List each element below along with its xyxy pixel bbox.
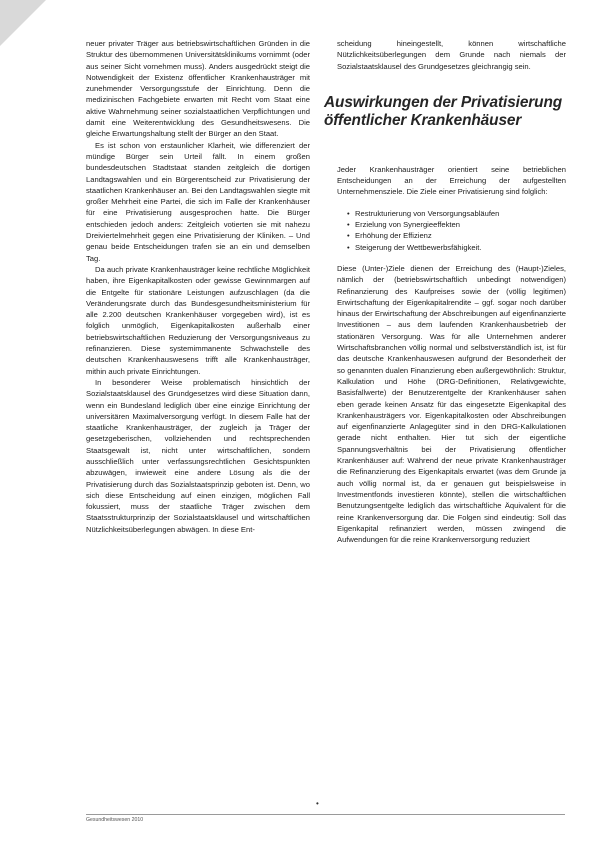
list-item: • Erzielung von Synergieeffekten [347,219,566,230]
paragraph: Da auch private Krankenhausträger keine rechtliche Möglichkeit haben, ihre Eigenkapitalkosten oder gewisse Gewinnmargen auf die Entgelte für stationäre Leistungen aufzuschlagen (da die Veränderungsrate durch das Bundesgesundheitsministerium für alle 2.200 deutschen Krankenhäuser vorgegeben wird), ist es folglich unmöglich, Eigenkapitalkosten außerhalb einer betriebswirtschaftlichen Reduzierung der Versorgungsniveaus zu refinanzieren. Diese systemimmanente Schwachstelle des deutschen Krankenhauswesens trifft alle Krankenhausträger, mithin auch private Einrichtungen. [86,264,310,376]
paragraph: Diese (Unter-)Ziele dienen der Erreichung des (Haupt-)Zieles, nämlich der (betriebswirtschaftlich unbedingt notwendigen) Refinanzierung des Kaufpreises sowie der (völlig legitimen) Erwirtschaftung der Eigenkapitalrendite – ggf. sogar noch darüber hinaus der Erwirtschaftung der Abschreibungen auf eigenfinanzierte Investitionen – aus dem laufenden Krankenhausbetrieb der stationären Versorgung. Was für alle Unternehmen anderer Wirtschaftsbranchen völlig normal und selbstverständlich ist, ist für das deutsche Krankenhauswesen aufgrund der Besonderheit der so genannten dualen Finanzierung eben außergewöhnlich: Struktur, Kalkulation und Höhe (DRG-Definitionen, Relativgewichte, Basisfallwerte) der Benutzerentgelte der Krankenhäuser sahen eben gerade keinen Ansatz für das eingesetzte Eigenkapital des Krankenhausträgers vor. Eigenkapitalkosten oder Abschreibungen auf eigenfinanzierte Anlagegüter sind in den DRG-Kalkulationen gerade nicht enthalten. Hier tut sich der eigentliche Spannungsverhältnis bei der Privatisierung öffentlicher Krankenhäuser auf: Während der neue private Krankenhausträger die Refinanzierung des Eigenkapitals erwartet (was dem Grunde ja auch völlig normal ist, da er genauen gut beispielsweise in Investmentfonds investieren könnte), stellen die wirtschaftlichen Benutzungsentgelte lediglich das wirtschaftliche Äquivalent für die reine Krankenversorgung dar. Die Folgen sind eindeutig: Soll das Eigenkapital refinanziert werden, müssen zwingend die Aufwendungen für die reine Krankenversorgung reduziert [337,263,566,545]
heading-line: öffentlicher Krankenhäuser [324,111,522,129]
list-item: • Steigerung der Wettbewerbsfähigkeit. [347,242,566,253]
left-text-column [86,38,310,535]
footer-divider [86,814,565,815]
right-text-column [324,38,566,545]
section-heading [324,94,566,130]
list-item: • Erhöhung der Effizienz [347,230,566,241]
page-corner-shadow [0,0,46,46]
paragraph: Es ist schon von erstaunlicher Klarheit, wie differenziert der mündige Bürger sein Urteil fällt. In einem großen bundesdeutschen Stadtstaat standen zeitgleich die dortigen Landtagswahlen und ein Bürgerentscheid zur Privatisierung der staatlichen Krankenhäuser an. Bei den Landtagswahlen siegte mit großer Mehrheit eine Partei, die sich im Falle der Krankenhäuser für eine Privatisierung ausgesprochen hatte. Die Bürger entschieden jedoch anders: Zeitgleich votierten sie mit nahezu Dreiviertelmehrheit gegen eine Privatisierung der Kliniken. – Und genau beide Entscheidungen trafen sie an ein und demselben Tag. [86,140,310,263]
paragraph: neuer privater Träger aus betriebswirtschaftlichen Gründen in die Struktur des übernommenen Universitätsklinikums vornimmt (oder aus seiner Sicht vornehmen muss). Anders ausgedrückt steigt die Notwendigkeit der Existenz öffentlicher Krankenhausträger mit zunehmender Versorgungsstufe der Einrichtung. Denn die medizinischen Fachgebiete erwarten mit Recht vom Staat eine aktive Wahrnehmung seiner sozialstaatlichen Verpflichtungen und damit eine Weiterentwicklung des Gesundheitswesens. Die gleiche Erwartungshaltung stellt der Bürger an den Staat. [86,39,310,139]
paragraph: In besonderer Weise problematisch hinsichtlich der Sozialstaatsklausel des Grundgesetzes wird diese Situation dann, wenn ein Bundesland lediglich über eine einzige Einrichtung der universitären Maximalversorgung verfügt. In diesem Falle hat der staatliche Krankenhausträger, der zugleich ja Träger der gesetzgeberischen, vollziehenden und rechtsprechenden Staatsgewalt ist, nicht unter wirtschaftlichen, sondern ausschließlich unter verfassungsrechtlichen Gesichtspunkten abzuwägen, inwieweit eine andere Lösung als die der Privatisierung durch das Sozialstaatsprinzip geboten ist. Denn, wo sich diese Entscheidung auf einen einzigen, möglichen Fall fokussiert, muss der staatliche Träger zwischen dem Staatsstrukturprinzip der Sozialstaatsklausel und wirtschaftlichen Nützlichkeitsüberlegungen abwägen. In diese Ent- [86,377,310,534]
goals-list [337,208,566,253]
paragraph: Jeder Krankenhausträger orientiert seine betrieblichen Entscheidungen an der Erreichung der aufgestellten Unternehmensziele. Die Ziele einer Privatisierung sind folglich: [337,164,566,197]
list-item: • Restrukturierung von Versorgungsabläufen [347,208,566,219]
paragraph: scheidung hineingestellt, können wirtschaftliche Nützlichkeitsüberlegungen dem Grunde nach niemals der Sozialstaatsklausel des Grundgesetzes gleichrangig sein. [337,39,566,71]
page-mark: • [316,799,319,808]
heading-line: Auswirkungen der Privatisierung [324,93,563,111]
footer-text: Gesundheitswesen 2010 [86,817,144,823]
